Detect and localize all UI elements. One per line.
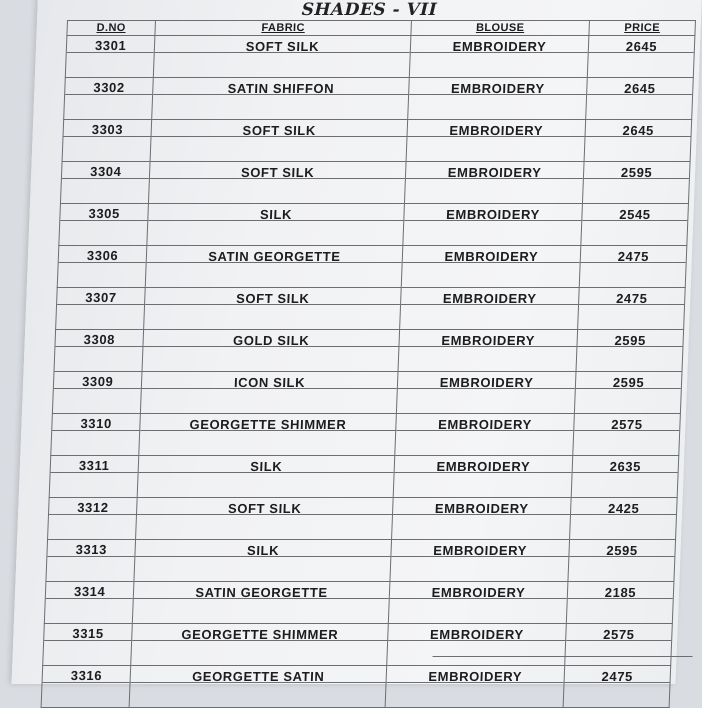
- design-number-cell: 3305: [59, 204, 149, 246]
- table-row: [64, 78, 694, 120]
- design-number-cell: 3316: [41, 666, 131, 708]
- price-cell: 2645: [584, 120, 692, 162]
- fabric-cell: SOFT SILK: [144, 288, 402, 330]
- blouse-cell: EMBROIDERY: [403, 204, 583, 246]
- price-cell: 2635: [571, 456, 679, 498]
- blouse-cell: EMBROIDERY: [387, 624, 567, 666]
- design-number-cell: 3315: [43, 624, 133, 666]
- fabric-cell: SOFT SILK: [148, 162, 406, 204]
- design-number-cell: 3304: [60, 162, 150, 204]
- design-number-cell: 3312: [48, 498, 138, 540]
- table-row: [62, 120, 692, 162]
- table-row: [54, 330, 684, 372]
- fabric-cell: SATIN GEORGETTE: [132, 582, 390, 624]
- table-header-row: [67, 21, 696, 36]
- fabric-cell: SILK: [147, 204, 405, 246]
- design-number-cell: 3306: [57, 246, 147, 288]
- shades-table: [41, 20, 696, 708]
- blouse-cell: EMBROIDERY: [393, 456, 573, 498]
- column-header-fabric: FABRIC: [155, 21, 412, 36]
- blouse-cell: EMBROIDERY: [392, 498, 572, 540]
- blouse-cell: EMBROIDERY: [400, 288, 580, 330]
- design-number-cell: 3310: [51, 414, 141, 456]
- design-number-cell: 3311: [49, 456, 139, 498]
- price-cell: 2545: [581, 204, 689, 246]
- column-header-blouse: BLOUSE: [411, 21, 590, 36]
- fabric-cell: SOFT SILK: [136, 498, 394, 540]
- price-list-sheet: [11, 0, 702, 684]
- price-cell: 2595: [568, 540, 676, 582]
- design-number-cell: 3301: [65, 36, 155, 78]
- price-cell: 2475: [563, 666, 671, 708]
- table-row: [44, 582, 674, 624]
- fabric-cell: SATIN GEORGETTE: [145, 246, 403, 288]
- table-row: [65, 36, 695, 78]
- design-number-cell: 3307: [56, 288, 146, 330]
- design-number-cell: 3303: [62, 120, 152, 162]
- fabric-cell: GEORGETTE SATIN: [129, 666, 387, 708]
- table-row: [60, 162, 690, 204]
- design-number-cell: 3314: [44, 582, 134, 624]
- table-row: [59, 204, 689, 246]
- column-header-price: PRICE: [589, 21, 696, 36]
- price-cell: 2475: [579, 246, 687, 288]
- column-header-dno: D.NO: [67, 21, 156, 36]
- blouse-cell: EMBROIDERY: [406, 120, 586, 162]
- blouse-cell: EMBROIDERY: [390, 540, 570, 582]
- price-cell: 2575: [565, 624, 673, 666]
- fabric-cell: SILK: [137, 456, 395, 498]
- table-row: [49, 456, 679, 498]
- price-cell: 2575: [573, 414, 681, 456]
- price-cell: 2595: [576, 330, 684, 372]
- blouse-cell: EMBROIDERY: [409, 36, 589, 78]
- fabric-cell: SOFT SILK: [150, 120, 408, 162]
- price-cell: 2475: [578, 288, 686, 330]
- design-number-cell: 3308: [54, 330, 144, 372]
- price-cell: 2645: [586, 78, 694, 120]
- table-row: [52, 372, 682, 414]
- table-row: [48, 498, 678, 540]
- design-number-cell: 3309: [52, 372, 142, 414]
- fabric-cell: GEORGETTE SHIMMER: [139, 414, 397, 456]
- price-cell: 2595: [574, 372, 682, 414]
- blouse-cell: EMBROIDERY: [385, 666, 565, 708]
- blouse-cell: EMBROIDERY: [398, 330, 578, 372]
- blouse-cell: EMBROIDERY: [395, 414, 575, 456]
- fabric-cell: SATIN SHIFFON: [152, 78, 410, 120]
- price-cell: 2645: [587, 36, 695, 78]
- fabric-cell: SILK: [134, 540, 392, 582]
- fabric-cell: ICON SILK: [140, 372, 398, 414]
- price-cell: 2425: [570, 498, 678, 540]
- fabric-cell: SOFT SILK: [153, 36, 411, 78]
- blouse-cell: EMBROIDERY: [408, 78, 588, 120]
- price-cell: 2595: [582, 162, 690, 204]
- total-row-edge: [432, 656, 692, 667]
- fabric-cell: GEORGETTE SHIMMER: [131, 624, 389, 666]
- design-number-cell: 3302: [64, 78, 154, 120]
- blouse-cell: EMBROIDERY: [388, 582, 568, 624]
- blouse-cell: EMBROIDERY: [396, 372, 576, 414]
- table-row: [41, 666, 671, 708]
- blouse-cell: EMBROIDERY: [404, 162, 584, 204]
- fabric-cell: GOLD SILK: [142, 330, 400, 372]
- table-row: [57, 246, 687, 288]
- price-cell: 2185: [566, 582, 674, 624]
- table-row: [56, 288, 686, 330]
- table-row: [51, 414, 681, 456]
- table-row: [46, 540, 676, 582]
- blouse-cell: EMBROIDERY: [401, 246, 581, 288]
- design-number-cell: 3313: [46, 540, 136, 582]
- sheet-title: SHADES - VII: [301, 0, 438, 20]
